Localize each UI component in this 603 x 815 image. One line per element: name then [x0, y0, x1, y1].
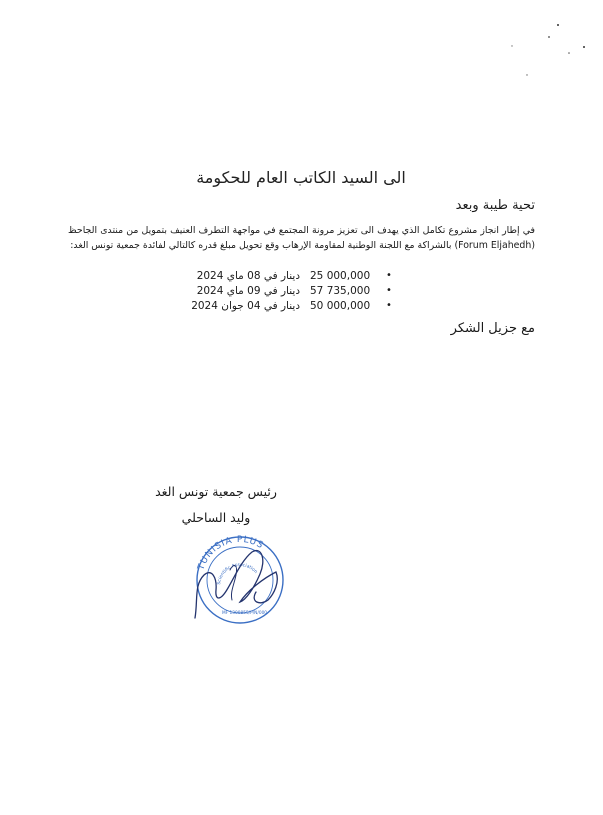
payment-list: [191, 270, 400, 315]
svg-text:MF 1300855/P/N/000: MF 1300855/P/N/000: [222, 611, 268, 616]
payment-text: دينار في 09 ماي 2024: [196, 285, 300, 297]
payment-item: [191, 300, 400, 315]
payment-amount: 50 000,000: [310, 300, 371, 312]
payment-item: [196, 270, 400, 285]
payment-text: دينار في 04 جوان 2024: [191, 300, 300, 312]
body-paragraph: في إطار انجاز مشروع تكامل الذي يهدف الى تعزيز مرونة المجتمع في مواجهة التطرف العنيف بتمويل من منتدى الجاحظ (Forum Eljahedh) بالشراكة مع اللجنة الوطنية لمقاومة الإرهاب وقع تحويل مبلغ قدره كالتالي لفائدة جمعية تونس الغد:: [68, 225, 535, 251]
bullet: •: [386, 300, 392, 311]
closing-line: مع جزيل الشكر: [450, 321, 535, 336]
signatory-title: رئيس جمعية تونس الغد: [155, 484, 277, 499]
signatory-name: وليد الساحلي: [181, 510, 251, 525]
payment-text: دينار في 08 ماي 2024: [196, 270, 300, 282]
svg-text:TUNISIA PLUS: TUNISIA PLUS: [196, 534, 266, 572]
official-stamp: [190, 530, 290, 625]
greeting: تحية طيبة وبعد: [455, 198, 535, 213]
bullet: •: [386, 270, 392, 281]
payment-amount: 57 735,000: [310, 285, 371, 297]
payment-amount: 25 000,000: [310, 270, 371, 282]
scan-specks: [500, 15, 603, 85]
letter-title: الى السيد الكاتب العام للحكومة: [196, 168, 406, 187]
bullet: •: [386, 285, 392, 296]
payment-item: [196, 285, 400, 300]
svg-text:Scientific Association: Scientific Association: [217, 562, 258, 586]
